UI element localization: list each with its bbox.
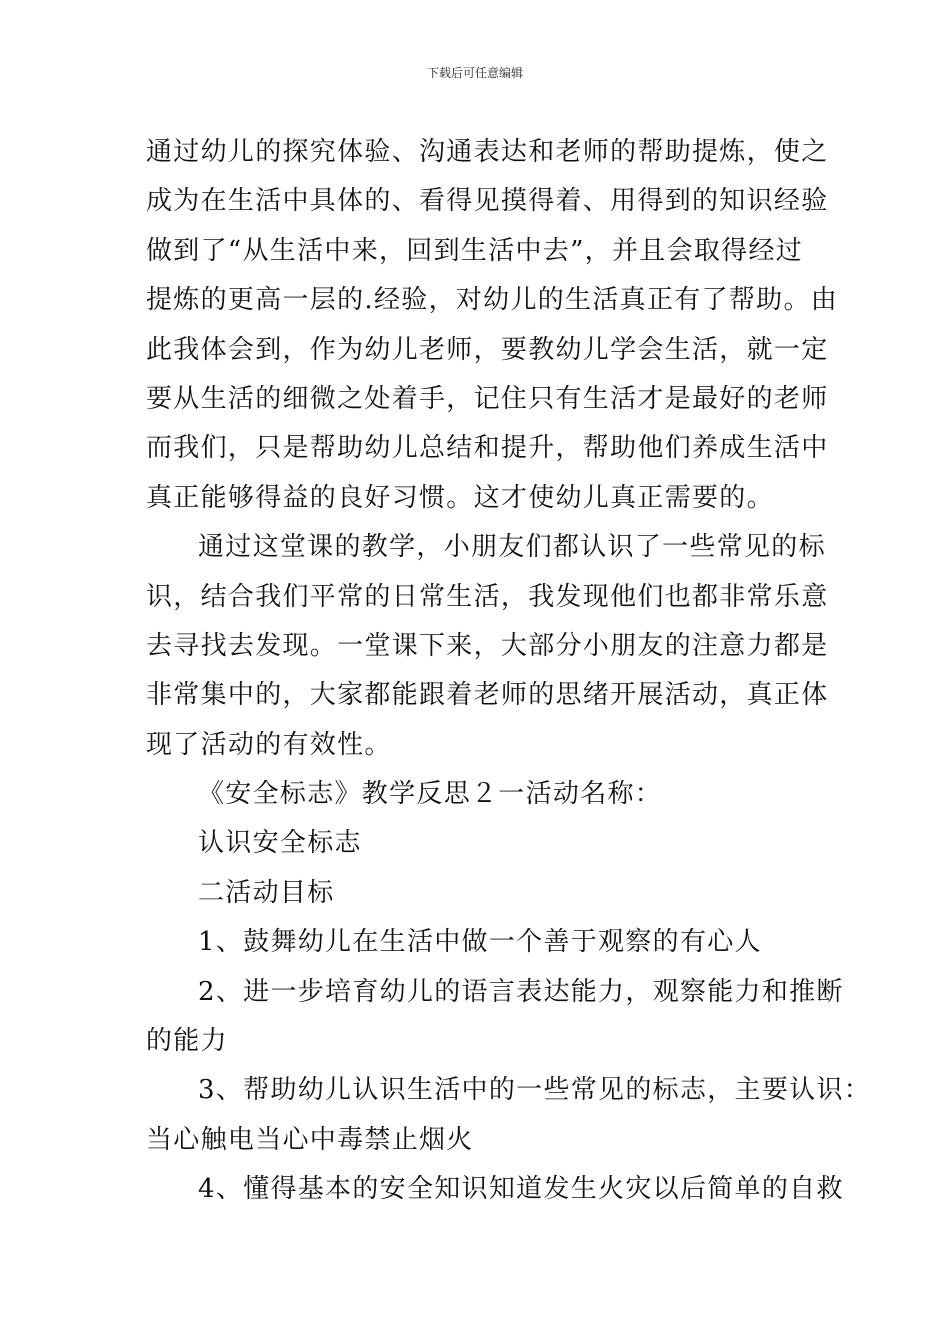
text-line: 2、进一步培育幼儿的语言表达能力，观察能力和推断 (198, 976, 844, 1007)
text-line: 通过这堂课的教学，小朋友们都认识了一些常见的标 (198, 532, 826, 563)
text-line: 当心触电当心中毒禁止烟火 (146, 1124, 474, 1155)
page-header-note: 下载后可任意编辑 (426, 66, 523, 80)
text-line: 做到了“从生活中来，回到生活中去”，并且会取得经过 (146, 235, 804, 266)
text-line: 此我体会到，作为幼儿老师，要教幼儿学会生活，就一定 (146, 334, 829, 365)
text-line: 而我们，只是帮助幼儿总结和提升，帮助他们养成生活中 (146, 433, 829, 464)
text-line: 3、帮助幼儿认识生活中的一些常见的标志，主要认识： (198, 1075, 872, 1106)
text-line: 认识安全标志 (198, 828, 362, 859)
text-line: 现了活动的有效性。 (146, 729, 392, 760)
text-line: 二活动目标 (198, 877, 335, 908)
text-line: 《安全标志》教学反思２一活动名称： (198, 779, 663, 810)
text-line: 通过幼儿的探究体验、沟通表达和老师的帮助提炼，使之 (146, 137, 829, 167)
text-line: 去寻找去发现。一堂课下来，大部分小朋友的注意力都是 (146, 630, 829, 661)
text-line: 真正能够得益的良好习惯。这才使幼儿真正需要的。 (146, 482, 774, 513)
text-line: 成为在生活中具体的、看得见摸得着、用得到的知识经验 (146, 186, 829, 217)
text-line: 提炼的更高一层的.经验，对幼儿的生活真正有了帮助。由 (146, 285, 839, 316)
text-line: 的能力 (146, 1026, 228, 1057)
text-line: 识，结合我们平常的日常生活，我发现他们也都非常乐意 (146, 581, 829, 612)
text-line: 要从生活的细微之处着手，记住只有生活才是最好的老师 (146, 383, 829, 414)
text-line: 1、鼓舞幼儿在生活中做一个善于观察的有心人 (198, 927, 762, 958)
document-body (146, 128, 872, 1215)
text-line: 4、懂得基本的安全知识知道发生火灾以后简单的自救 (198, 1174, 844, 1205)
text-line: 非常集中的，大家都能跟着老师的思绪开展活动，真正体 (146, 680, 829, 711)
